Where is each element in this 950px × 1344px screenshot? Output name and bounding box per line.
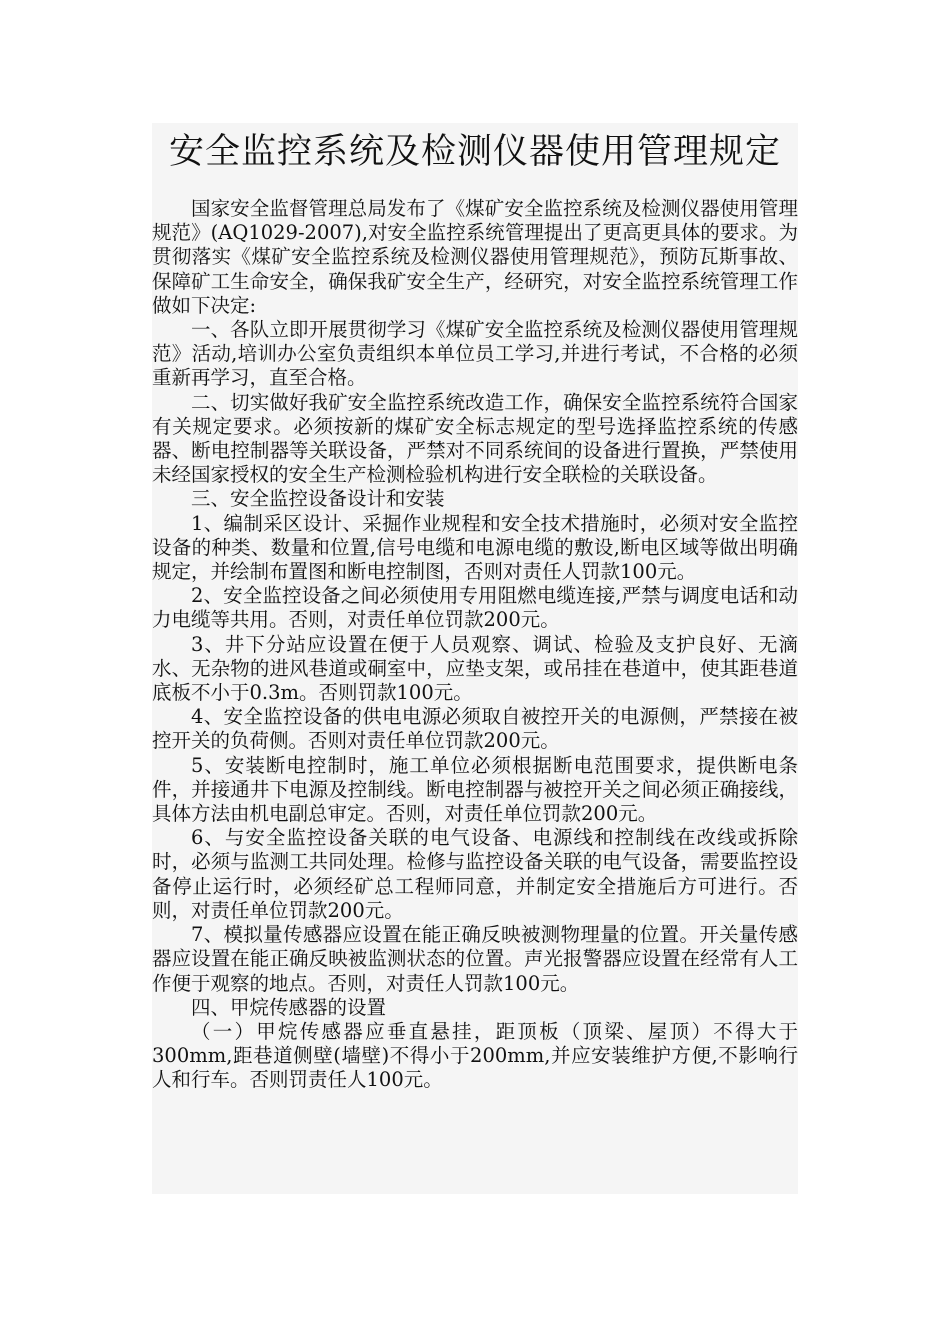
paragraph-item-4: 4、安全监控设备的供电电源必须取自被控开关的电源侧，严禁接在被控开关的负荷侧。否则对责任单位罚款200元。 bbox=[152, 705, 798, 753]
paragraph-section-2: 二、切实做好我矿安全监控系统改造工作，确保安全监控系统符合国家有关规定要求。必须按新的煤矿安全标志规定的型号选择监控系统的传感器、断电控制器等关联设备，严禁对不同系统间的设备进行置换，严禁使用未经国家授权的安全生产检测检验机构进行安全联检的关联设备。 bbox=[152, 390, 798, 487]
document-body bbox=[152, 197, 798, 1093]
paragraph-item-2: 2、安全监控设备之间必须使用专用阻燃电缆连接,严禁与调度电话和动力电缆等共用。否则，对责任单位罚款200元。 bbox=[152, 584, 798, 632]
paragraph-section-1: 一、各队立即开展贯彻学习《煤矿安全监控系统及检测仪器使用管理规范》活动,培训办公室负责组织本单位员工学习,并进行考试，不合格的必须重新再学习，直至合格。 bbox=[152, 318, 798, 390]
paragraph-item-7: 7、模拟量传感器应设置在能正确反映被测物理量的位置。开关量传感器应设置在能正确反映被监测状态的位置。声光报警器应设置在经常有人工作便于观察的地点。否则，对责任人罚款100元。 bbox=[152, 923, 798, 995]
paragraph-subitem-1: （一）甲烷传感器应垂直悬挂，距顶板（顶梁、屋顶）不得大于300mm,距巷道侧壁(墙壁)不得小于200mm,并应安装维护方便,不影响行人和行车。否则罚责任人100元。 bbox=[152, 1019, 798, 1092]
paragraph-item-1: 1、编制采区设计、采掘作业规程和安全技术措施时，必须对安全监控设备的种类、数量和位置,信号电缆和电源电缆的敷设,断电区域等做出明确规定，并绘制布置图和断电控制图，否则对责任人罚款100元。 bbox=[152, 511, 798, 584]
paragraph-item-5: 5、安装断电控制时，施工单位必须根据断电范围要求，提供断电条件，并接通井下电源及控制线。断电控制器与被控开关之间必须正确接线，具体方法由机电副总审定。否则，对责任单位罚款200元。 bbox=[152, 753, 798, 826]
section-heading-3: 三、安全监控设备设计和安装 bbox=[191, 487, 445, 511]
section-heading-4: 四、甲烷传感器的设置 bbox=[191, 995, 387, 1019]
paragraph-intro: 国家安全监督管理总局发布了《煤矿安全监控系统及检测仪器使用管理规范》(AQ1029-2007),对安全监控系统管理提出了更高更具体的要求。为贯彻落实《煤矿安全监控系统及检测仪器使用管理规范》，预防瓦斯事故、保障矿工生命安全，确保我矿安全生产，经研究，对安全监控系统管理工作做如下决定: bbox=[152, 197, 798, 317]
paragraph-item-6: 6、与安全监控设备关联的电气设备、电源线和控制线在改线或拆除时，必须与监测工共同处理。检修与监控设备关联的电气设备，需要监控设备停止运行时，必须经矿总工程师同意，并制定安全措施后方可进行。否则，对责任单位罚款200元。 bbox=[152, 826, 798, 922]
document-title: 安全监控系统及检测仪器使用管理规定 bbox=[168, 132, 781, 172]
paragraph-item-3: 3、井下分站应设置在便于人员观察、调试、检验及支护良好、无滴水、无杂物的进风巷道或硐室中，应垫支架，或吊挂在巷道中，使其距巷道底板不小于0.3m。否则罚款100元。 bbox=[152, 632, 798, 705]
